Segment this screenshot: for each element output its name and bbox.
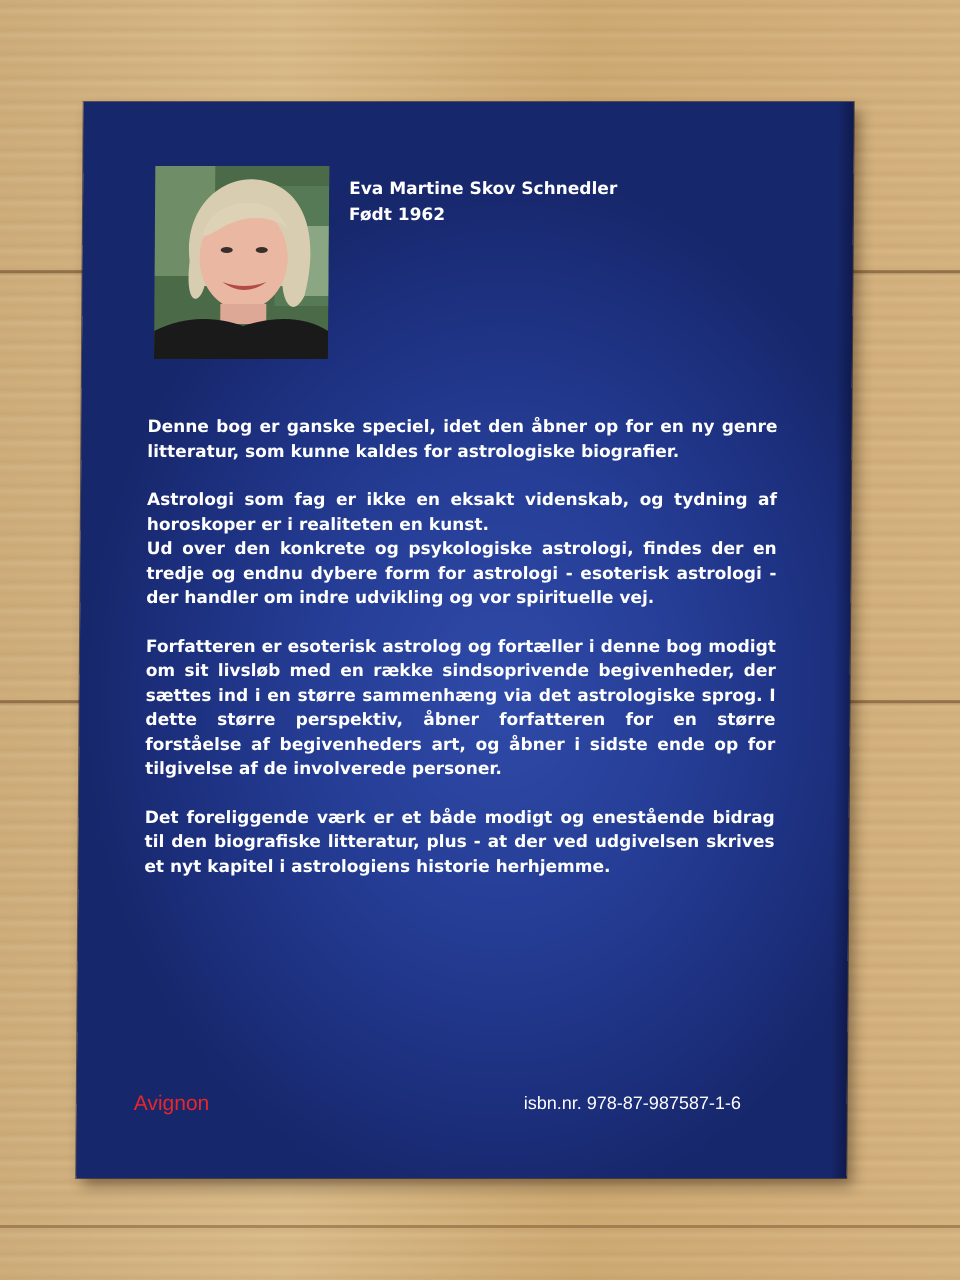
author-photo <box>154 166 329 359</box>
author-birth-year: Født 1962 <box>348 205 446 225</box>
blurb-paragraph: Astrologi som fag er ikke en eksakt videnskab, og tydning af horoskoper er i realiteten en kunst. <box>146 490 778 535</box>
author-portrait-image <box>154 166 329 359</box>
blurb-paragraph: Forfatteren er esoterisk astrolog og fortæller i denne bog modigt om sit livsløb med en række sindsoprivende begivenheder, der sættes ind i en større sammenhæng via det astrologiske sprog. I dette større perspektiv, åbner forfatteren for en større forståelse af begivenheders art, og åbner i sidste ende op for tilgivelse af de involverede personer. <box>145 636 777 779</box>
book-back-cover <box>76 102 854 1178</box>
blurb-paragraph: Denne bog er ganske speciel, idet den åbner op for en ny genre litteratur, som kunne kaldes for astrologiske biografier. <box>147 417 778 462</box>
blurb-paragraph: Det foreliggende værk er et både modigt og enestående bidrag til den biografiske litteratur, plus - at der ved udgivelsen skrives et nyt kapitel i astrologiens historie herhjemme. <box>144 807 775 877</box>
blurb-paragraph: Ud over den konkrete og psykologiske astrologi, findes der en tredje og endnu dybere form for astrologi - esoterisk astrologi - der handler om indre udvikling og vor spirituelle vej. <box>146 539 777 608</box>
isbn-number: isbn.nr. 978-87-987587-1-6 <box>523 1093 741 1113</box>
blurb-text <box>144 415 777 903</box>
author-name: Eva Martine Skov Schnedler <box>349 179 618 199</box>
publisher-name: Avignon <box>133 1092 210 1115</box>
author-info <box>349 176 617 228</box>
wood-seam-bottom <box>0 1225 960 1228</box>
cover-edge-shade <box>830 102 854 1178</box>
